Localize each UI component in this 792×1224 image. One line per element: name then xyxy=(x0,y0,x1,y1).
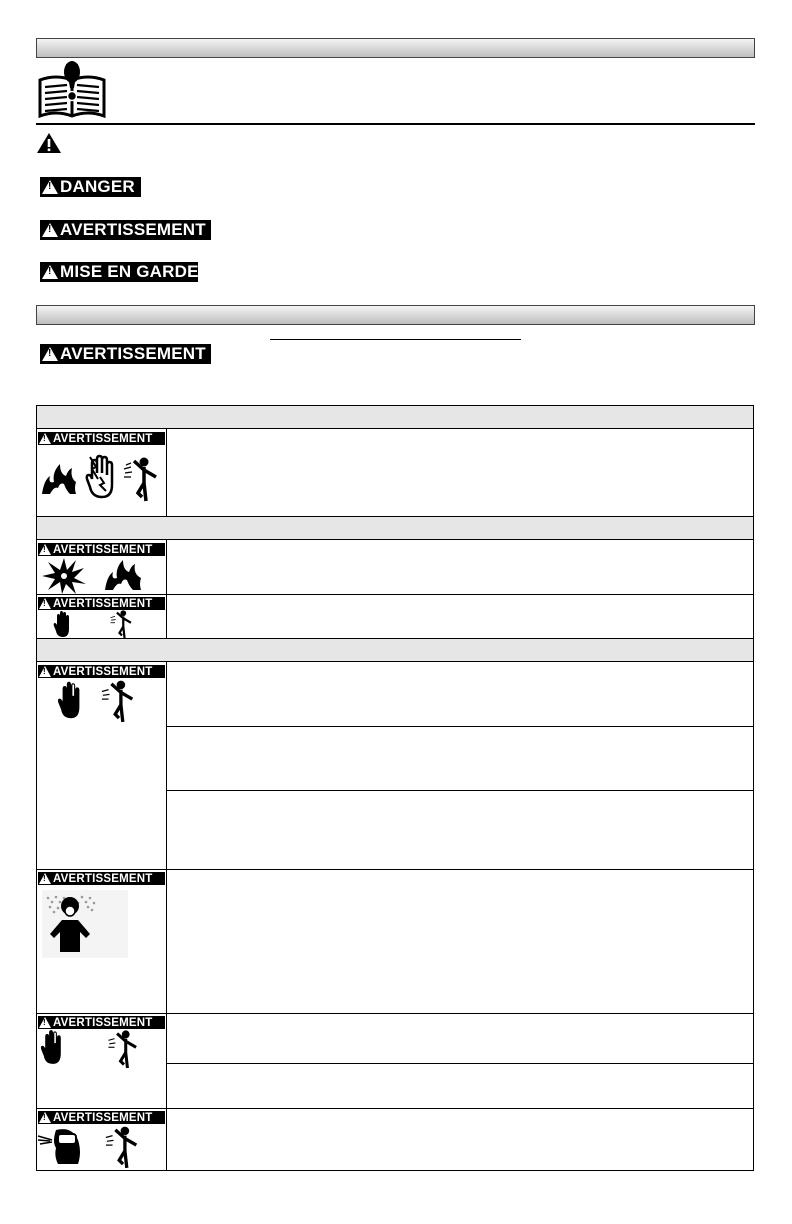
table-section-row-1 xyxy=(37,405,753,429)
section-header-bar-top xyxy=(36,38,755,58)
warning-label-main xyxy=(40,344,211,364)
stop-hand-icon xyxy=(40,1030,66,1064)
warning-triangle-icon xyxy=(36,132,62,154)
caution-label-text: MISE EN GARDE xyxy=(60,262,199,281)
table-row-line xyxy=(36,869,754,870)
table-warning-label-text: AVERTISSEMENT xyxy=(53,872,153,885)
table-column-divider-a xyxy=(166,429,167,516)
table-warning-label-text: AVERTISSEMENT xyxy=(53,1111,153,1124)
table-warning-label xyxy=(38,1111,165,1124)
table-warning-label-text: AVERTISSEMENT xyxy=(53,597,153,610)
table-warning-label xyxy=(38,432,165,445)
table-column-divider-c xyxy=(166,662,167,1171)
fire-icon xyxy=(103,558,143,592)
fire-icon xyxy=(40,460,78,496)
shocked-person-icon xyxy=(104,1126,142,1168)
warning-triangle-icon xyxy=(39,666,51,677)
warning-label xyxy=(40,220,211,240)
warning-triangle-icon xyxy=(39,433,51,444)
warning-triangle-icon xyxy=(39,873,51,884)
read-manual-icon xyxy=(38,60,106,120)
table-warning-label-text: AVERTISSEMENT xyxy=(53,543,153,556)
table-row-line xyxy=(36,594,754,595)
table-row-line xyxy=(36,1108,754,1109)
table-column-divider-b xyxy=(166,540,167,638)
warning-triangle-icon xyxy=(42,265,58,279)
table-warning-label xyxy=(38,872,165,885)
danger-label-text: DANGER xyxy=(60,177,135,196)
eye-protection-icon xyxy=(38,1126,82,1166)
shocked-person-icon xyxy=(106,1030,142,1068)
stop-hand-icon xyxy=(57,681,85,719)
underline-rule xyxy=(270,339,521,340)
shocked-person-icon xyxy=(100,680,138,722)
warning-triangle-icon xyxy=(39,544,51,555)
warning-triangle-icon xyxy=(39,1017,51,1028)
warning-triangle-icon xyxy=(39,1112,51,1123)
danger-label xyxy=(40,177,141,197)
shocked-person-icon xyxy=(108,610,136,638)
warning-triangle-icon xyxy=(39,598,51,609)
table-warning-label xyxy=(38,543,165,556)
warning-label-text: AVERTISSEMENT xyxy=(60,220,206,239)
warning-triangle-icon xyxy=(42,347,58,361)
table-row-line xyxy=(166,790,754,791)
explosion-icon xyxy=(42,556,86,594)
table-row-line xyxy=(166,726,754,727)
table-warning-label xyxy=(38,1016,165,1029)
table-row-line xyxy=(36,1013,754,1014)
stop-hand-icon xyxy=(53,611,73,637)
section-header-bar-second xyxy=(36,305,755,325)
table-section-row-3 xyxy=(37,638,753,662)
table-warning-label xyxy=(38,665,165,678)
table-warning-label-text: AVERTISSEMENT xyxy=(53,432,153,445)
caution-label xyxy=(40,262,198,282)
header-rule xyxy=(36,123,755,125)
warning-label-main-text: AVERTISSEMENT xyxy=(60,344,206,363)
table-section-row-2 xyxy=(37,516,753,540)
table-warning-label-text: AVERTISSEMENT xyxy=(53,1016,153,1029)
warning-triangle-icon xyxy=(42,223,58,237)
table-warning-label xyxy=(38,597,165,610)
shocked-person-icon xyxy=(122,457,162,501)
table-row-line xyxy=(166,1063,754,1064)
warning-triangle-icon xyxy=(42,180,58,194)
electric-shock-hand-icon xyxy=(86,455,116,499)
breathing-hazard-icon xyxy=(42,890,128,958)
table-warning-label-text: AVERTISSEMENT xyxy=(53,665,153,678)
